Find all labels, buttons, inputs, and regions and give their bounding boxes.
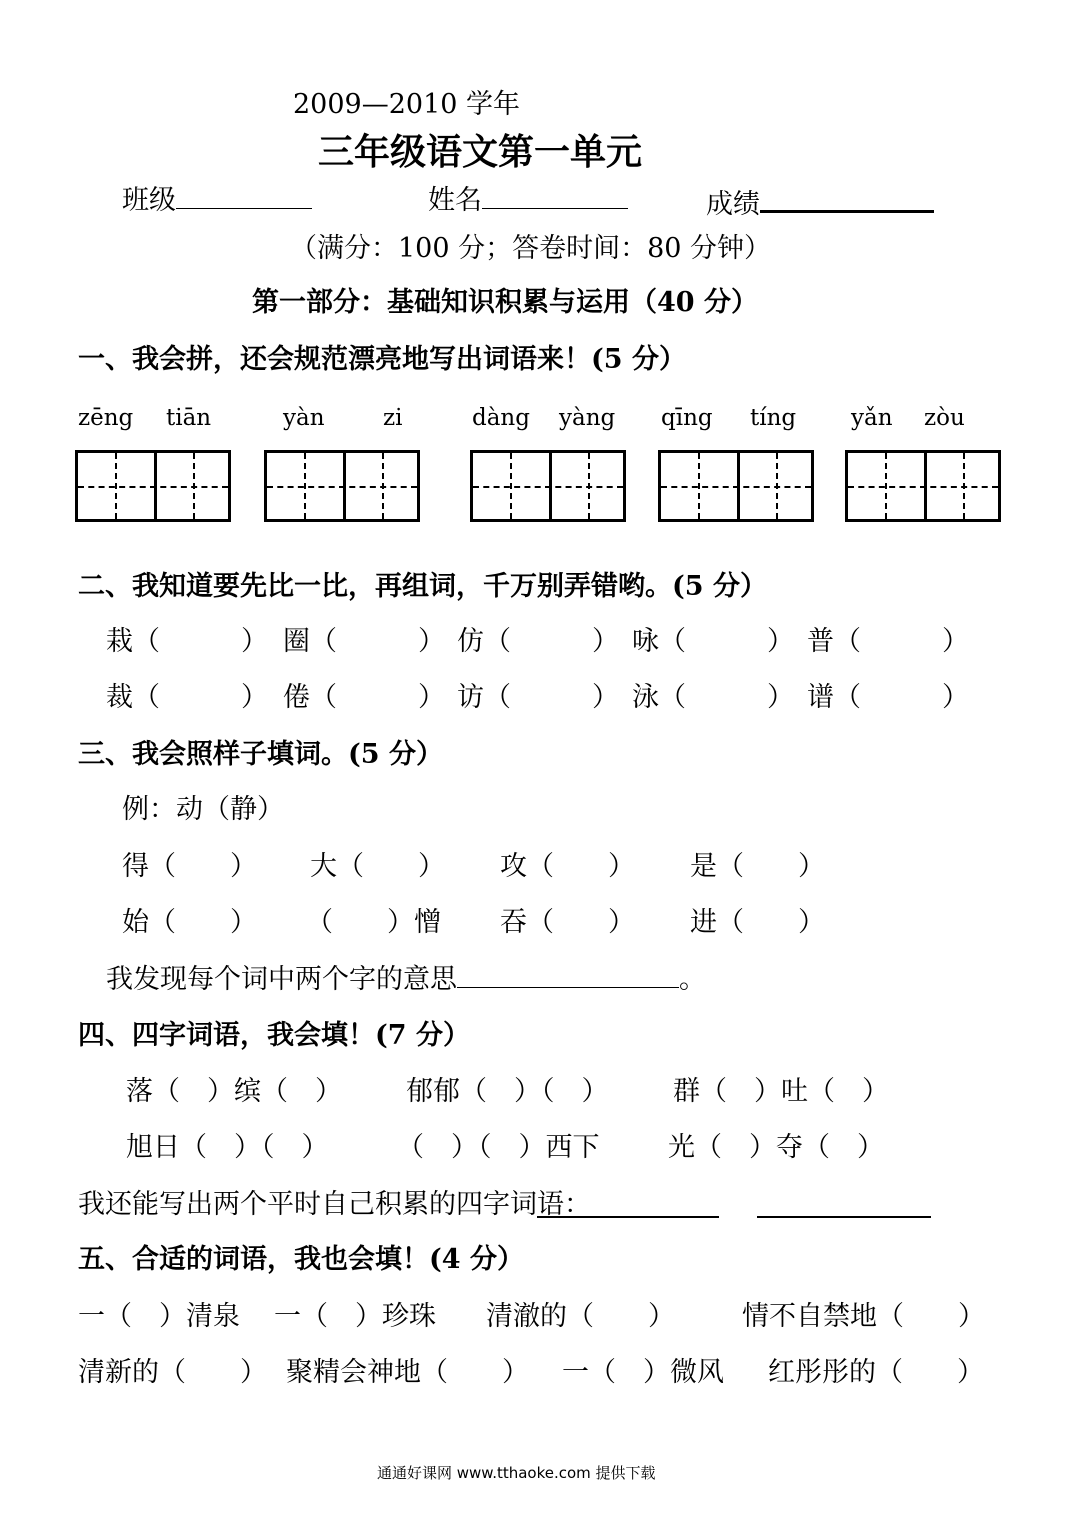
q3-example: 例：动（静） bbox=[122, 794, 284, 825]
q5-r1-item4[interactable]: 情不自禁地（ ） bbox=[742, 1301, 985, 1332]
pinyin-4b: tíng bbox=[750, 405, 797, 431]
q2-r2-item5[interactable]: 谱（ ） bbox=[807, 682, 969, 713]
footer-credit: 通通好课网 www.tthaoke.com 提供下载 bbox=[377, 1464, 656, 1482]
q3-r1-item1[interactable]: 得（ ） bbox=[122, 851, 257, 882]
q5-r1-item1[interactable]: 一（ ）清泉 bbox=[78, 1301, 240, 1332]
q3-r2-item4[interactable]: 进（ ） bbox=[690, 907, 825, 938]
q2-r1-item4[interactable]: 咏（ ） bbox=[632, 626, 794, 657]
q4-extra-blank-1[interactable] bbox=[537, 1216, 719, 1218]
q5-r2-item4[interactable]: 红彤彤的（ ） bbox=[768, 1357, 984, 1388]
writing-grid-5[interactable] bbox=[845, 450, 1001, 522]
q4-extra: 我还能写出两个平时自己积累的四字词语： bbox=[78, 1189, 591, 1220]
q5-title: 五、合适的词语，我也会填！(4 分） bbox=[78, 1244, 524, 1275]
q3-r2-item2[interactable]: （ ）憎 bbox=[306, 907, 441, 938]
class-label: 班级 bbox=[122, 185, 176, 216]
q3-title: 三、我会照样子填词。(5 分） bbox=[78, 739, 443, 770]
exam-note: （满分：100 分；答卷时间：80 分钟） bbox=[290, 233, 772, 264]
q2-r2-item2[interactable]: 倦（ ） bbox=[283, 682, 445, 713]
writing-grid-2[interactable] bbox=[264, 450, 420, 522]
q4-r2-item1[interactable]: 旭日（ ）（ ） bbox=[126, 1132, 329, 1163]
q3-finding-blank[interactable] bbox=[457, 965, 679, 988]
q5-r2-item1[interactable]: 清新的（ ） bbox=[78, 1357, 267, 1388]
name-blank[interactable] bbox=[482, 186, 628, 209]
q5-r2-item3[interactable]: 一（ ）微风 bbox=[562, 1357, 724, 1388]
year-label: 2009—2010 学年 bbox=[293, 89, 521, 120]
class-blank[interactable] bbox=[176, 186, 312, 209]
page-title: 三年级语文第一单元 bbox=[318, 131, 643, 173]
class-field bbox=[122, 186, 312, 216]
q4-r1-item1[interactable]: 落（ ）缤（ ） bbox=[126, 1076, 342, 1107]
pinyin-1a: zēng bbox=[78, 405, 134, 431]
pinyin-4a: qīng bbox=[661, 405, 713, 431]
q3-r1-item3[interactable]: 攻（ ） bbox=[500, 851, 635, 882]
q4-r2-item3[interactable]: 光（ ）夺（ ） bbox=[668, 1132, 884, 1163]
q2-r1-item3[interactable]: 仿（ ） bbox=[457, 626, 619, 657]
q4-r2-item2[interactable]: （ ）（ ）西下 bbox=[397, 1132, 600, 1163]
q3-r1-item2[interactable]: 大（ ） bbox=[310, 851, 445, 882]
q3-r2-item3[interactable]: 吞（ ） bbox=[500, 907, 635, 938]
q3-finding-end: 。 bbox=[679, 964, 706, 995]
q1-title: 一、我会拼，还会规范漂亮地写出词语来！(5 分） bbox=[78, 344, 686, 375]
score-blank[interactable] bbox=[760, 186, 934, 213]
score-field bbox=[706, 186, 934, 220]
writing-grid-1[interactable] bbox=[75, 450, 231, 522]
q2-r1-item1[interactable]: 栽（ ） bbox=[106, 626, 268, 657]
q5-r2-item2[interactable]: 聚精会神地（ ） bbox=[286, 1357, 529, 1388]
q2-r2-item1[interactable]: 裁（ ） bbox=[106, 682, 268, 713]
writing-grid-3[interactable] bbox=[470, 450, 626, 522]
q4-r1-item3[interactable]: 群（ ）吐（ ） bbox=[673, 1076, 889, 1107]
score-label: 成绩 bbox=[706, 189, 760, 220]
q3-r1-item4[interactable]: 是（ ） bbox=[690, 851, 825, 882]
writing-grid-4[interactable] bbox=[658, 450, 814, 522]
q2-r1-item2[interactable]: 圈（ ） bbox=[283, 626, 445, 657]
pinyin-3a: dàng bbox=[472, 405, 530, 431]
name-field bbox=[428, 186, 628, 216]
q2-r1-item5[interactable]: 普（ ） bbox=[807, 626, 969, 657]
q4-title: 四、四字词语，我会填！(7 分） bbox=[78, 1020, 470, 1051]
q5-r1-item2[interactable]: 一（ ）珍珠 bbox=[274, 1301, 436, 1332]
q2-r2-item3[interactable]: 访（ ） bbox=[457, 682, 619, 713]
q2-r2-item4[interactable]: 泳（ ） bbox=[632, 682, 794, 713]
pinyin-2a: yàn bbox=[283, 405, 325, 431]
pinyin-3b: yàng bbox=[559, 405, 616, 431]
q3-r2-item1[interactable]: 始（ ） bbox=[122, 907, 257, 938]
q3-finding bbox=[106, 965, 706, 995]
part1-title: 第一部分：基础知识积累与运用（40 分） bbox=[252, 287, 758, 318]
q2-title: 二、我知道要先比一比，再组词，千万别弄错哟。(5 分） bbox=[78, 571, 767, 602]
q4-r1-item2[interactable]: 郁郁（ ）（ ） bbox=[406, 1076, 609, 1107]
pinyin-1b: tiān bbox=[166, 405, 212, 431]
name-label: 姓名 bbox=[428, 185, 482, 216]
pinyin-2b: zi bbox=[383, 405, 403, 431]
q3-finding-text: 我发现每个词中两个字的意思 bbox=[106, 964, 457, 995]
q5-r1-item3[interactable]: 清澈的（ ） bbox=[486, 1301, 675, 1332]
q4-extra-blank-2[interactable] bbox=[757, 1216, 931, 1218]
pinyin-5a: yǎn bbox=[851, 405, 893, 431]
pinyin-5b: zòu bbox=[924, 405, 965, 431]
